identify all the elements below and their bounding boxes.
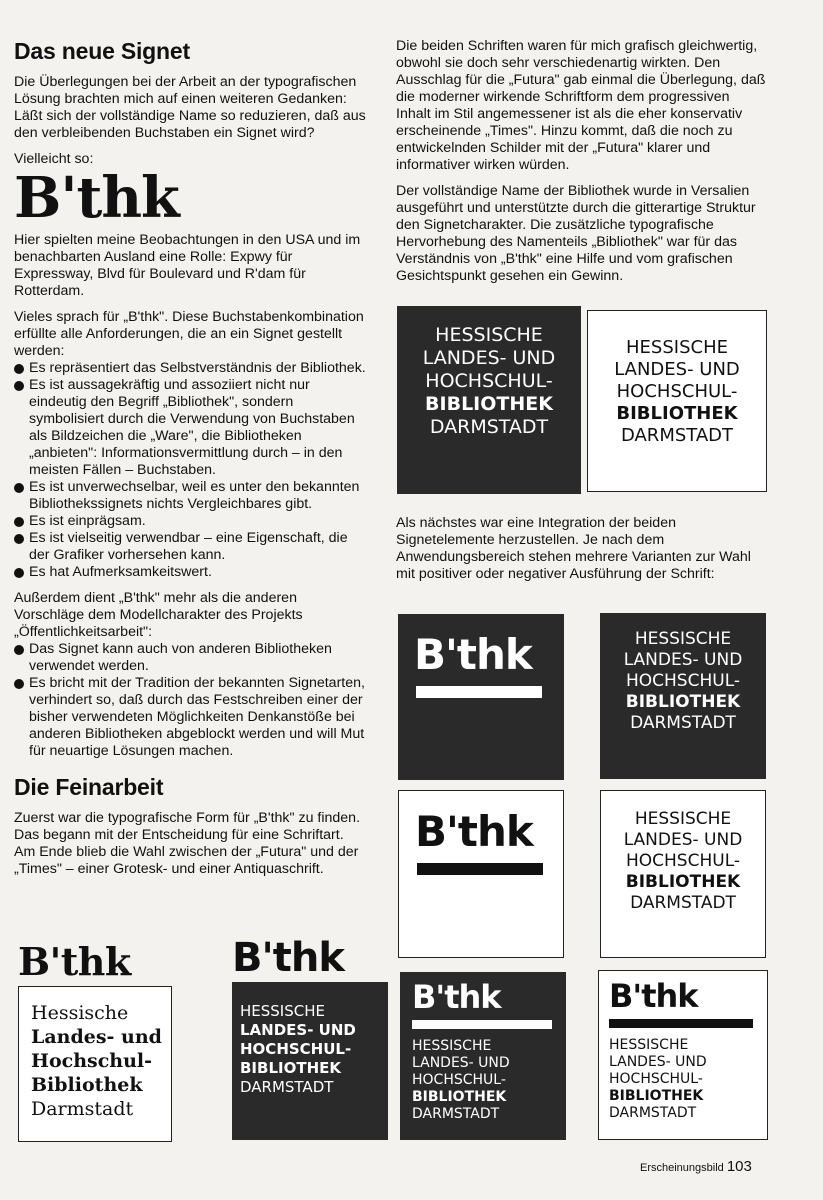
logo-line: DARMSTADT (630, 713, 736, 733)
bullet-list-1 (14, 360, 366, 581)
logo-line: LANDES- UND (623, 650, 743, 670)
bthk-bar (609, 1019, 753, 1028)
logo-line: HOCHSCHUL- (616, 381, 738, 402)
logo-line: BIBLIOTHEK (412, 1089, 507, 1105)
right-column (396, 38, 768, 294)
bthk-bar (416, 686, 542, 698)
bthk-mark: B'thk (414, 630, 532, 679)
logo-line: HOCHSCHUL- (625, 671, 740, 691)
logo-line: BIBLIOTHEK (609, 1088, 704, 1104)
logo-line: HESSISCHE (626, 337, 728, 358)
logo-line: LANDES- UND (609, 1054, 707, 1070)
logo-line: BIBLIOTHEK (616, 403, 738, 424)
variant-combined-negative (400, 972, 566, 1140)
logo-line: BIBLIOTHEK (625, 872, 741, 892)
paragraph: Hier spielten meine Beobachtungen in den USA und im benachbarten Ausland eine Rolle: Expwy für Expressway, Blvd für Boulevard und R'dam für Rotterdam. (14, 232, 361, 299)
paragraph: Als nächstes war eine Integration der beiden Signetelemente herzustellen. Je nach dem Anwendungsbereich stehen mehrere Varianten zur Wahl mit positiver oder negativer Ausführung der Schrift: (396, 515, 751, 582)
bthk-bar (417, 863, 543, 875)
logo-line: Darmstadt (31, 1098, 134, 1120)
logo-times-name (18, 986, 172, 1142)
paragraph: Der vollständige Name der Bibliothek wurde in Versalien ausgeführt und unterstützte durch die gitterartige Struktur den Signetcharakter. Die zusätzliche typografische Hervorhebung des Namenteils „Bibliothek" war für das Verständnis von „B'thk" eine Hilfe und vom grafischen Gesichtspunkt gesehen ein Gewinn. (396, 183, 756, 284)
logo-negative-name (397, 306, 581, 494)
list-item: Es ist unverwechselbar, weil es unter den bekannten Bibliothekssignets nichts Vergleichbares gibt. (14, 479, 366, 513)
logo-line: HESSISCHE (435, 324, 543, 346)
heading-das-neue-signet: Das neue Signet (14, 38, 190, 64)
logo-line: Bibliothek (31, 1074, 143, 1096)
list-item: Es ist einprägsam. (14, 513, 366, 530)
paragraph: Außerdem dient „B'thk" mehr als die anderen Vorschläge dem Modellcharakter des Projekts „Öffentlichkeitsarbeit": (14, 590, 303, 640)
logo-line: LANDES- UND (614, 359, 740, 380)
logo-line: HESSISCHE (609, 1037, 689, 1053)
logo-line: DARMSTADT (620, 425, 734, 446)
logo-line: DARMSTADT (412, 1106, 500, 1122)
logo-line: LANDES- UND (623, 830, 743, 850)
bthk-serif-logo: B'thk (14, 165, 179, 231)
list-item: Es ist vielseitig verwendbar – eine Eigenschaft, die der Grafiker vorhersehen kann. (14, 530, 366, 564)
variant-name-positive (600, 790, 766, 958)
paragraph: Die Überlegungen bei der Arbeit an der typografischen Lösung brachten mich auf einen weiteren Gedanken: Läßt sich der vollständige Name so reduzieren, daß aus den verbleibenden Buchstaben ein Signet wird? (14, 74, 366, 141)
list-item: Es repräsentiert das Selbstverständnis der Bibliothek. (14, 360, 366, 377)
logo-line: DARMSTADT (240, 1078, 334, 1096)
footer-label: Erscheinungsbild (640, 1162, 724, 1174)
bthk-times: B'thk (18, 939, 131, 984)
variant-combined-positive (598, 970, 768, 1140)
page-footer (640, 1158, 752, 1175)
logo-line: HOCHSCHUL- (609, 1071, 703, 1087)
logo-line: HESSISCHE (634, 809, 732, 829)
logo-line: DARMSTADT (609, 1105, 697, 1121)
logo-positive-name (587, 310, 767, 492)
paragraph: Vieles sprach für „B'thk". Diese Buchstabenkombination erfüllte alle Anforderungen, die an ein Signet gestellt werden: (14, 309, 364, 359)
logo-line: HOCHSCHUL- (240, 1040, 352, 1058)
paragraph: Die beiden Schriften waren für mich grafisch gleichwertig, obwohl sie doch sehr verschiedenartig wirkten. Den Ausschlag für die „Futura" gab einmal die Überlegung, daß die moderner wirkende Schriftform dem progressiven Inhalt im Stil angemessener ist als die eher konservativ erscheinende „Times". Hinzu kommt, daß die noch zu entwickelnden Schilder mit der „Futura" klarer und informativer wirken würden. (396, 38, 766, 173)
heading-die-feinarbeit: Die Feinarbeit (14, 774, 164, 800)
list-item: Das Signet kann auch von anderen Bibliotheken verwendet werden. (14, 641, 366, 675)
logo-line: DARMSTADT (429, 416, 549, 438)
logo-line: HOCHSCHUL- (412, 1072, 506, 1088)
logo-line: DARMSTADT (630, 893, 736, 913)
logo-line: LANDES- UND (412, 1055, 510, 1071)
variant-bthk-positive (398, 790, 564, 958)
logo-line: BIBLIOTHEK (625, 692, 741, 712)
paragraph: Vielleicht so: (14, 151, 94, 167)
logo-line: HESSISCHE (240, 1002, 325, 1020)
logo-line: HOCHSCHUL- (625, 851, 740, 871)
bullet-list-2 (14, 641, 366, 760)
logo-line: HESSISCHE (634, 629, 732, 649)
logo-line: BIBLIOTHEK (425, 393, 553, 415)
logo-line: Hessische (31, 1002, 129, 1024)
logo-futura-combined (232, 982, 388, 1140)
logo-line: BIBLIOTHEK (240, 1059, 341, 1077)
bthk-mark: B'thk (609, 977, 698, 1015)
page-number: 103 (726, 1158, 752, 1175)
logo-line: HESSISCHE (412, 1038, 492, 1054)
bthk-bar (412, 1020, 552, 1029)
left-column (14, 38, 366, 887)
right-column-lower (396, 515, 768, 592)
logo-line: LANDES- UND (240, 1021, 356, 1039)
bthk-mark: B'thk (415, 807, 533, 856)
list-item: Es ist aussagekräftig und assoziiert nicht nur eindeutig den Begriff „Bibliothek", sondern symbolisiert durch die Verwendung von Buchstaben als Bildzeichen die „Ware", die Bibliotheken „anbieten": Informationsvermittlung durch – in den meisten Fällen – Buchstaben. (14, 377, 366, 479)
bthk-futura: B'thk (232, 935, 344, 981)
bthk-mark: B'thk (412, 978, 501, 1016)
logo-line: Hochschul- (31, 1050, 153, 1072)
logo-line: Landes- und (31, 1026, 162, 1048)
list-item: Es hat Aufmerksamkeitswert. (14, 564, 366, 581)
paragraph: Zuerst war die typografische Form für „B'thk" zu finden. Das begann mit der Entscheidung für eine Schriftart. Am Ende blieb die Wahl zwischen der „Futura" und der „Times" – einer Grotesk- und einer Antiquaschrift. (14, 810, 361, 877)
list-item: Es bricht mit der Tradition der bekannten Signetarten, verhindert so, daß durch das Festschreiben einer der bisher verwendeten Möglichkeiten Denkanstöße bei anderen Bibliotheken abgeblockt werden und will Mut für neuartige Lösungen machen. (14, 675, 366, 760)
logo-line: LANDES- UND (422, 347, 556, 369)
variant-name-negative (600, 613, 766, 779)
logo-line: HOCHSCHUL- (425, 370, 553, 392)
variant-bthk-negative (398, 614, 564, 780)
